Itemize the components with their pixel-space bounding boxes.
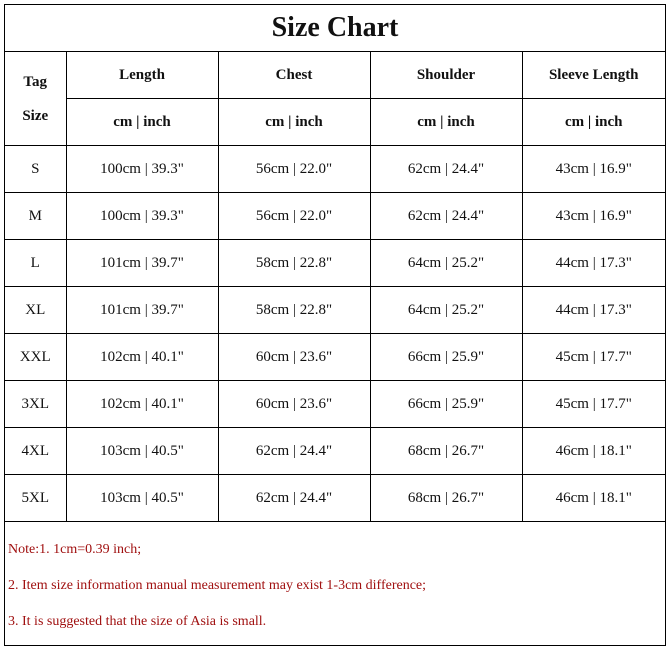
shoulder-cell: 66cm | 25.9" <box>370 334 522 381</box>
table-row <box>5 475 665 522</box>
size-cell: 3XL <box>5 381 66 428</box>
shoulder-cell: 64cm | 25.2" <box>370 240 522 287</box>
table-row <box>5 240 665 287</box>
length-cell: 101cm | 39.7" <box>66 240 218 287</box>
length-cell: 102cm | 40.1" <box>66 381 218 428</box>
note-3: 3. It is suggested that the size of Asia is small. <box>8 614 267 629</box>
length-cell: 102cm | 40.1" <box>66 334 218 381</box>
size-label: Size <box>22 107 49 124</box>
sleeve-cell: 45cm | 17.7" <box>522 381 665 428</box>
note-1: Note:1. 1cm=0.39 inch; <box>8 542 142 557</box>
chest-cell: 58cm | 22.8" <box>218 287 370 334</box>
size-cell: XXL <box>5 334 66 381</box>
table-row <box>5 428 665 475</box>
sleeve-cell: 44cm | 17.3" <box>522 287 665 334</box>
size-cell: M <box>5 193 66 240</box>
notes-section <box>5 521 665 646</box>
sleeve-cell: 43cm | 16.9" <box>522 193 665 240</box>
shoulder-cell: 64cm | 25.2" <box>370 287 522 334</box>
sleeve-cell: 43cm | 16.9" <box>522 146 665 193</box>
size-chart <box>4 4 666 646</box>
shoulder-cell: 68cm | 26.7" <box>370 475 522 522</box>
chest-cell: 60cm | 23.6" <box>218 334 370 381</box>
sleeve-cell: 45cm | 17.7" <box>522 334 665 381</box>
length-cell: 103cm | 40.5" <box>66 428 218 475</box>
chest-cell: 56cm | 22.0" <box>218 193 370 240</box>
size-cell: L <box>5 240 66 287</box>
shoulder-cell: 62cm | 24.4" <box>370 193 522 240</box>
note-2: 2. Item size information manual measurement may exist 1-3cm difference; <box>8 578 427 593</box>
units-sleeve: cm | inch <box>522 99 665 146</box>
size-cell: 5XL <box>5 475 66 522</box>
size-table <box>5 52 665 522</box>
shoulder-cell: 66cm | 25.9" <box>370 381 522 428</box>
sleeve-cell: 44cm | 17.3" <box>522 240 665 287</box>
units-chest: cm | inch <box>218 99 370 146</box>
table-row <box>5 287 665 334</box>
length-cell: 103cm | 40.5" <box>66 475 218 522</box>
table-row <box>5 193 665 240</box>
sleeve-cell: 46cm | 18.1" <box>522 428 665 475</box>
chest-cell: 60cm | 23.6" <box>218 381 370 428</box>
units-shoulder: cm | inch <box>370 99 522 146</box>
column-header-chest: Chest <box>218 52 370 99</box>
tag-size-header <box>5 52 66 146</box>
shoulder-cell: 62cm | 24.4" <box>370 146 522 193</box>
header-row <box>5 52 665 99</box>
length-cell: 100cm | 39.3" <box>66 193 218 240</box>
size-cell: S <box>5 146 66 193</box>
table-row <box>5 146 665 193</box>
tag-label: Tag <box>23 73 48 90</box>
table-row <box>5 334 665 381</box>
shoulder-cell: 68cm | 26.7" <box>370 428 522 475</box>
length-cell: 100cm | 39.3" <box>66 146 218 193</box>
column-header-length: Length <box>66 52 218 99</box>
chart-title: Size Chart <box>5 5 665 52</box>
chest-cell: 62cm | 24.4" <box>218 428 370 475</box>
table-row <box>5 381 665 428</box>
size-cell: XL <box>5 287 66 334</box>
size-cell: 4XL <box>5 428 66 475</box>
length-cell: 101cm | 39.7" <box>66 287 218 334</box>
units-row <box>5 99 665 146</box>
units-length: cm | inch <box>66 99 218 146</box>
chest-cell: 58cm | 22.8" <box>218 240 370 287</box>
sleeve-cell: 46cm | 18.1" <box>522 475 665 522</box>
column-header-shoulder: Shoulder <box>370 52 522 99</box>
chest-cell: 62cm | 24.4" <box>218 475 370 522</box>
chest-cell: 56cm | 22.0" <box>218 146 370 193</box>
column-header-sleeve-length: Sleeve Length <box>522 52 665 99</box>
